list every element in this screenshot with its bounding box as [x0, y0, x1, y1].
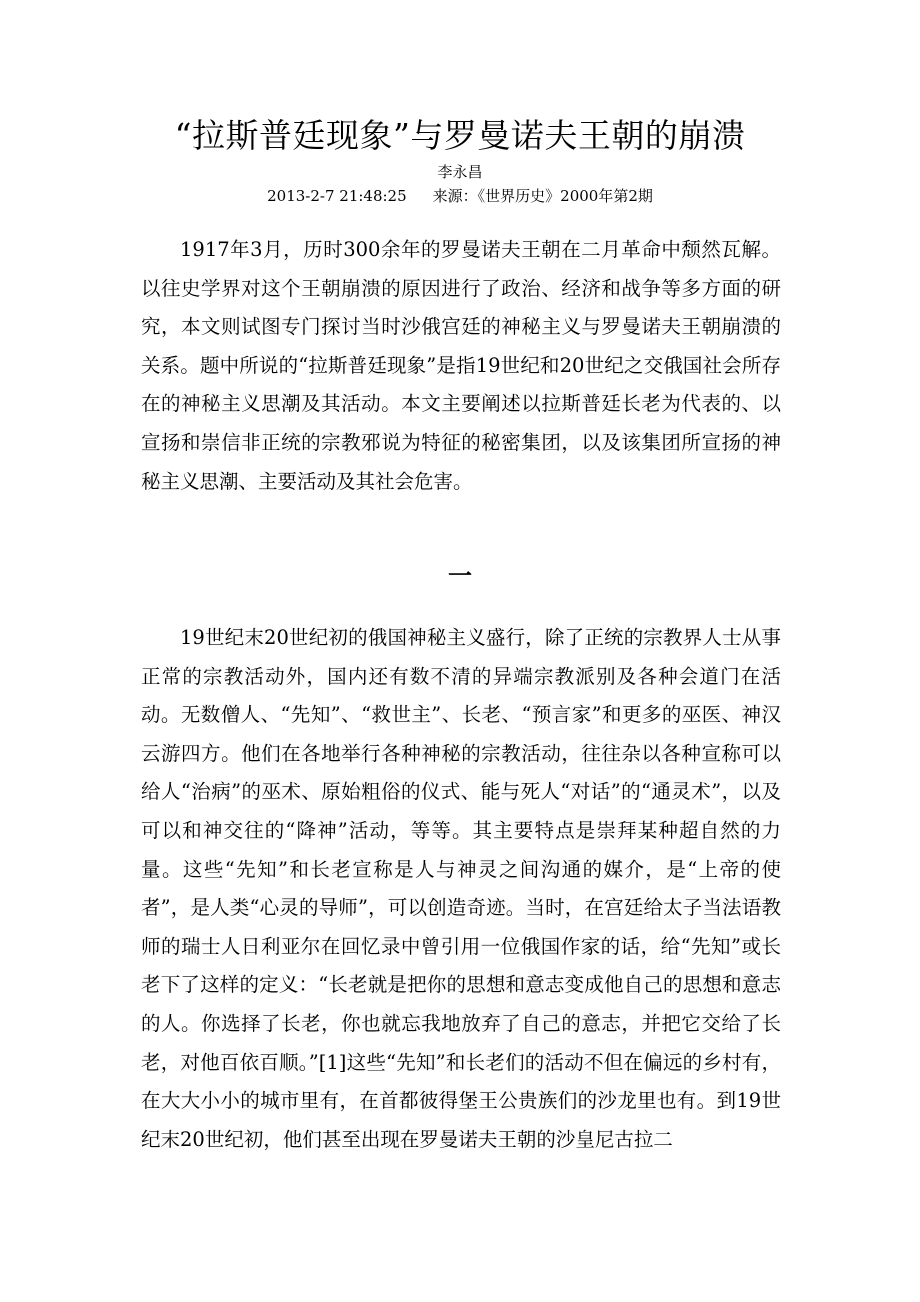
- section-heading: 一: [448, 561, 472, 590]
- body-paragraph: 19世纪末20世纪初的俄国神秘主义盛行，除了正统的宗教界人士从事正常的宗教活动外，国内还有数不清的异端宗教派别及各种会道门在活动。无数僧人、“先知”、“救世主”、长老、“预言家”和更多的巫医、神汉云游四方。他们在各地举行各种神秘的宗教活动，往往杂以各种宣称可以给人“治病”的巫术、原始粗俗的仪式、能与死人“对话”的“通灵术”，以及可以和神交往的“降神”活动，等等。其主要特点是崇拜某种超自然的力量。这些“先知”和长老宣称是人与神灵之间沟通的媒介，是“上帝的使者”，是人类“心灵的导师”，可以创造奇迹。当时，在宫廷给太子当法语教师的瑞士人日利亚尔在回忆录中曾引用一位俄国作家的话，给“先知”或长老下了这样的定义：“长老就是把你的思想和意志变成他自己的思想和意志的人。你选择了长老，你也就忘我地放弃了自己的意志，并把它交给了长老，对他百依百顺。”[1]这些“先知”和长老们的活动不但在偏远的乡村有，在大大小小的城市里有，在首都彼得堡王公贵族们的沙龙里也有。到19世纪末20世纪初，他们甚至出现在罗曼诺夫王朝的沙皇尼古拉二: [141, 626, 781, 1151]
- article-title: “拉斯普廷现象”与罗曼诺夫王朝的崩溃: [174, 116, 746, 155]
- article-source: 来源：《世界历史》2000年第2期: [432, 187, 653, 205]
- intro-paragraph: 1917年3月，历时300余年的罗曼诺夫王朝在二月革命中颓然瓦解。以往史学界对这个王朝崩溃的原因进行了政治、经济和战争等多方面的研究，本文则试图专门探讨当时沙俄宫廷的神秘主义与罗曼诺夫王朝崩溃的关系。题中所说的“拉斯普廷现象”是指19世纪和20世纪之交俄国社会所存在的神秘主义思潮及其活动。本文主要阐述以拉斯普廷长老为代表的、以宣扬和崇信非正统的宗教邪说为特征的秘密集团，以及该集团所宣扬的神秘主义思潮、主要活动及其社会危害。: [141, 238, 781, 493]
- article-author: 李永昌: [437, 163, 483, 181]
- article-date: 2013-2-7 21:48:25: [267, 187, 407, 205]
- article-meta: [0, 185, 920, 207]
